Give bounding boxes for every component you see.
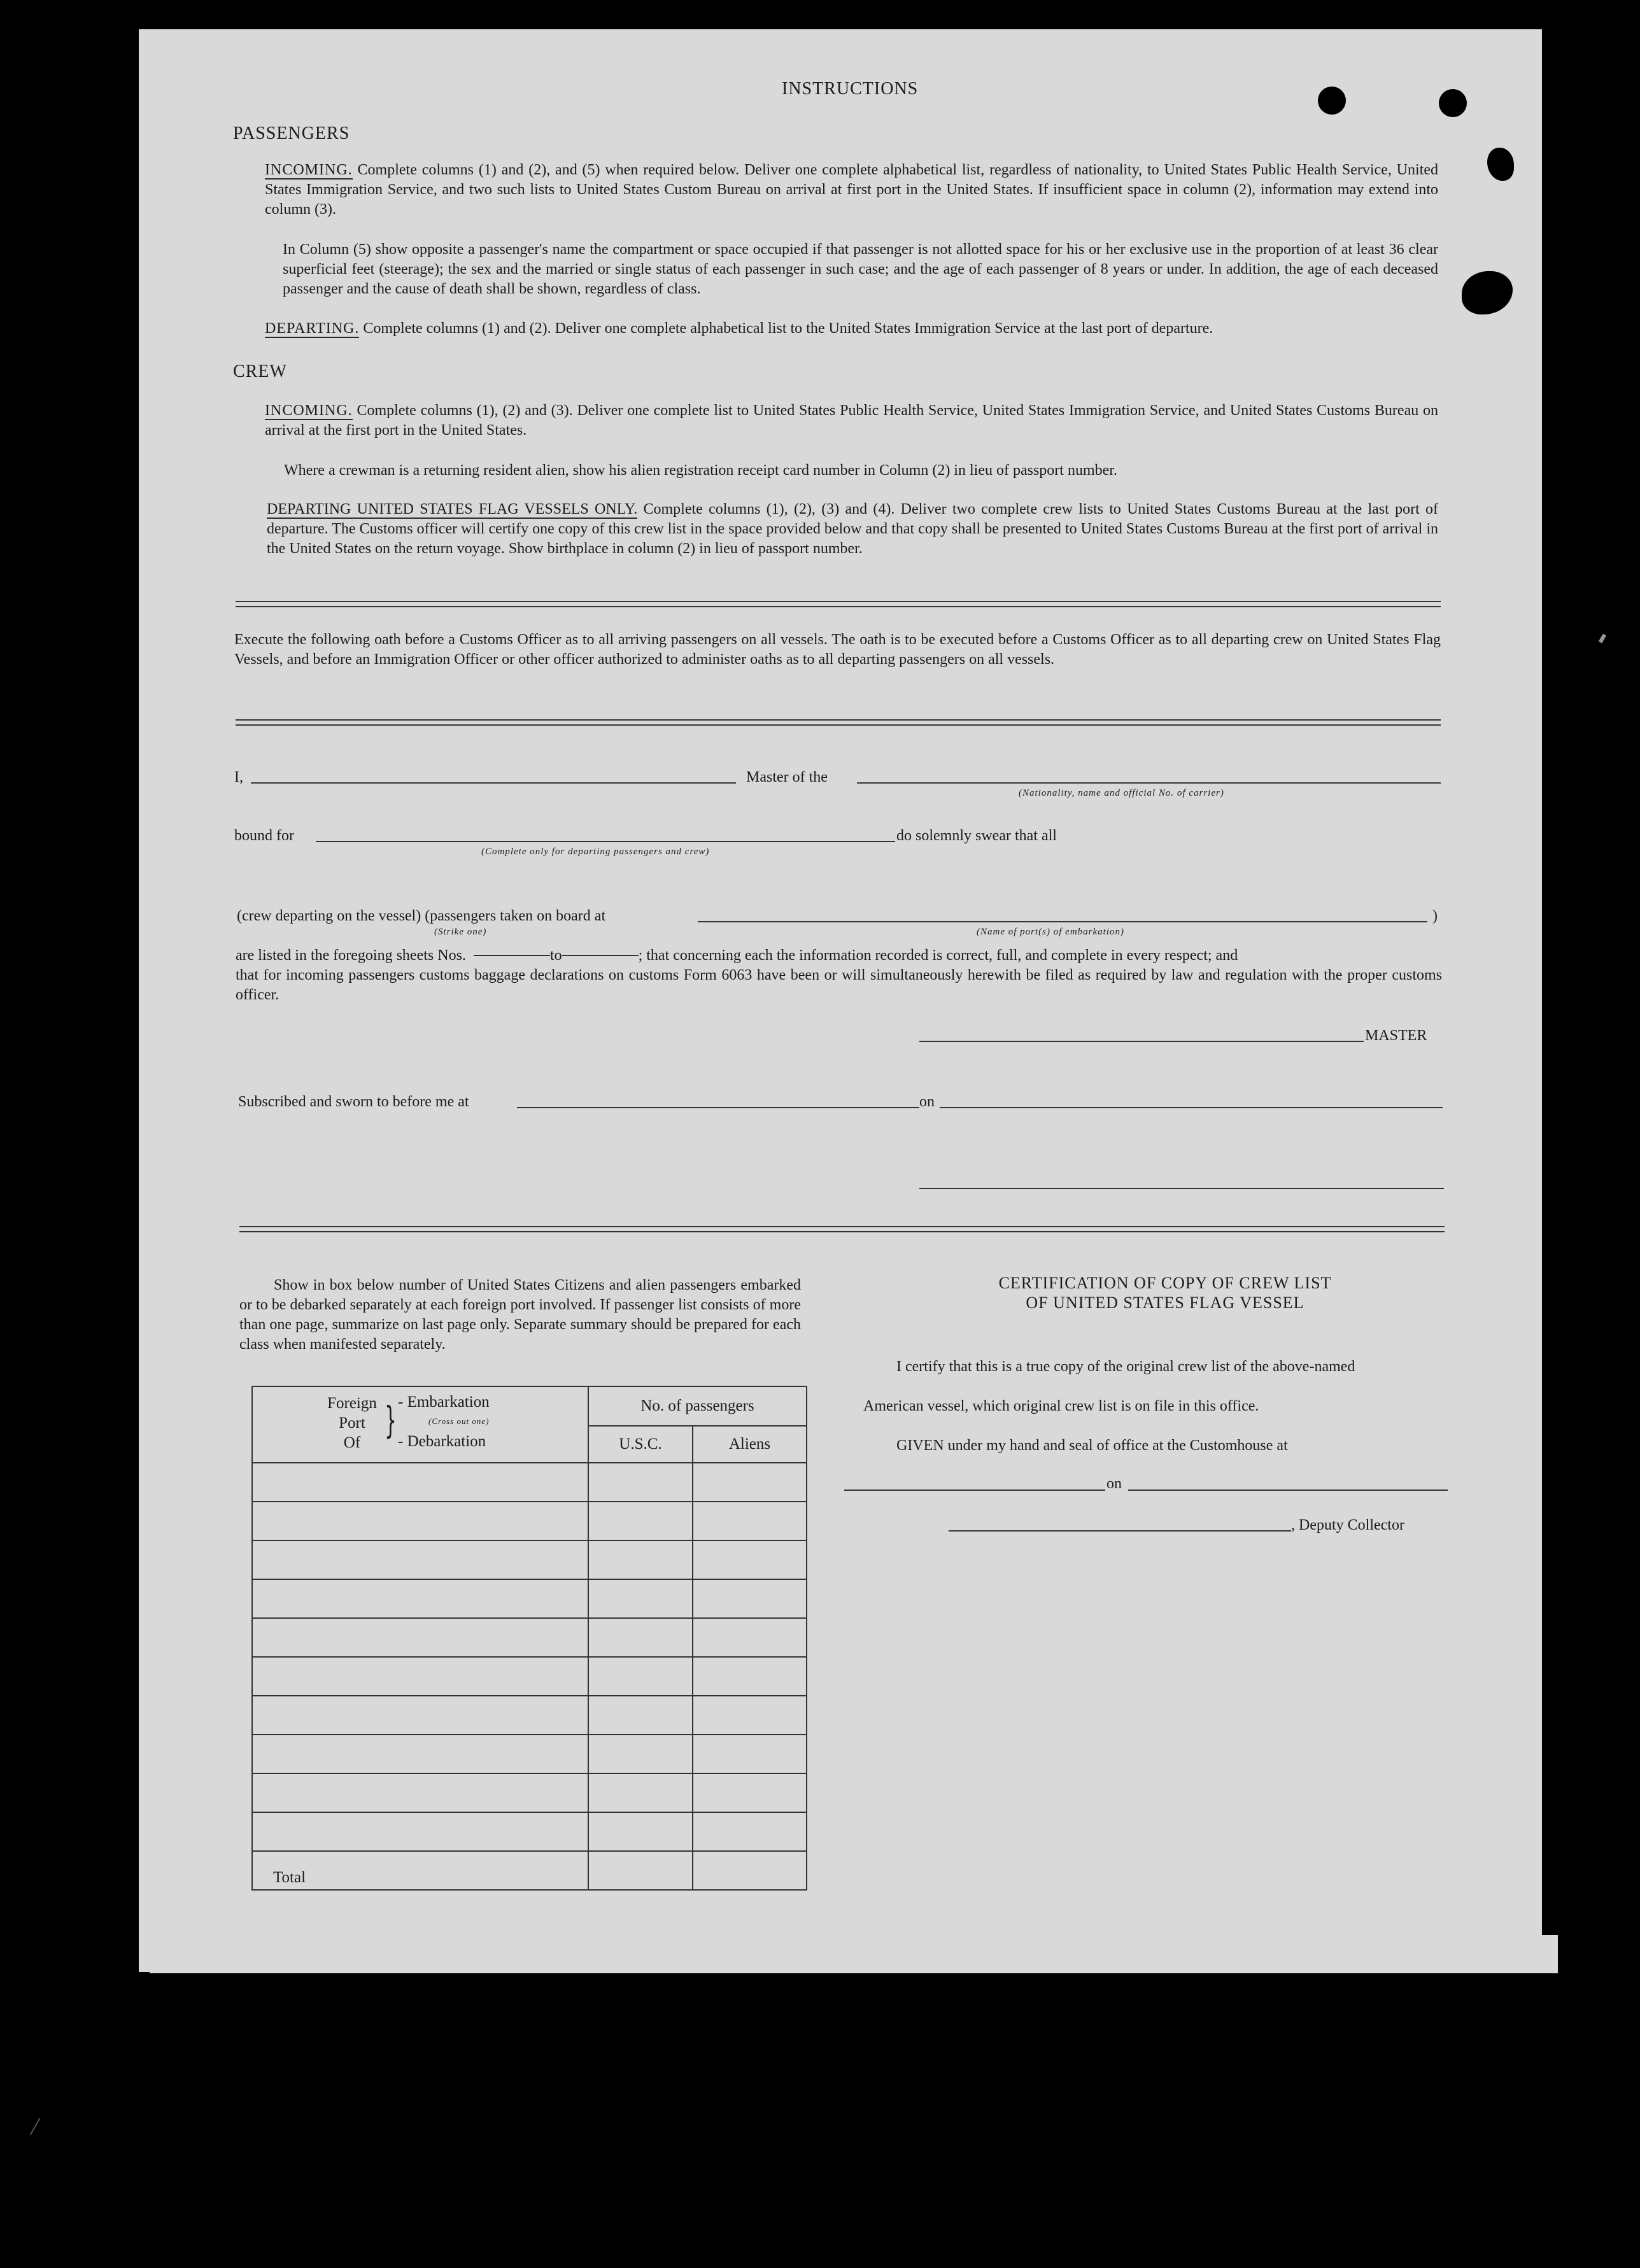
usc-cell[interactable] [588, 1657, 693, 1696]
carrier-field[interactable] [857, 782, 1441, 784]
crew-heading: CREW [233, 362, 287, 381]
crew-incoming-paragraph [265, 401, 1438, 440]
divider-2 [236, 719, 1441, 726]
oath-listed-2: ; that concerning each the information recorded is correct, full, and complete in every respect; and [638, 947, 1238, 964]
port-cell[interactable] [252, 1579, 588, 1618]
port-cell[interactable] [252, 1540, 588, 1579]
oath-close-paren: ) [1432, 908, 1438, 924]
passengers-departing-label: DEPARTING. [265, 320, 360, 337]
crew-incoming-label: INCOMING. [265, 402, 353, 419]
table-row [252, 1812, 807, 1851]
passenger-summary-table [251, 1386, 807, 1891]
crew-departing-label: DEPARTING UNITED STATES FLAG VESSELS ONLY. [267, 501, 638, 518]
table-row [252, 1696, 807, 1735]
table-row [252, 1540, 807, 1579]
certify-line-1: I certify that this is a true copy of the original crew list of the above-named [896, 1358, 1355, 1375]
punch-hole-2 [1439, 89, 1467, 117]
sheet-to-field[interactable] [562, 955, 639, 956]
usc-cell[interactable] [588, 1773, 693, 1812]
punch-hole-1 [1318, 87, 1346, 115]
certify-line-2: American vessel, which original crew list is on file in this office. [863, 1398, 1259, 1414]
embarkation-label: - Embarkation [398, 1393, 490, 1411]
table-row [252, 1502, 807, 1540]
certification-title-1: CERTIFICATION OF COPY OF CREW LIST [998, 1274, 1332, 1292]
summary-instructions: Show in box below number of United States Citizens and alien passengers embarked or to be debarked separately at each foreign port involved. If passenger list consists of more than one page, summarize on last page only. Separate summary should be prepared for each class when manifested separately. [239, 1277, 801, 1353]
usc-cell[interactable] [588, 1540, 693, 1579]
usc-cell[interactable] [588, 1735, 693, 1773]
aliens-cell[interactable] [693, 1696, 807, 1735]
cross-out-note: (Cross out one) [428, 1416, 490, 1426]
sworn-on-field[interactable] [940, 1107, 1443, 1108]
sheet-from-field[interactable] [474, 955, 550, 956]
crew-incoming-text: Complete columns (1), (2) and (3). Deliver one complete list to United States Public Health Service, United States Immigration Service, and United States Customs Bureau on arrival at the first port in the United States. [265, 402, 1439, 439]
table-row [252, 1579, 807, 1618]
crew-departing-paragraph [267, 500, 1438, 559]
total-label: Total [252, 1851, 588, 1890]
customhouse-field[interactable] [844, 1490, 1105, 1491]
debarkation-label: - Debarkation [398, 1433, 486, 1450]
usc-cell[interactable] [588, 1812, 693, 1851]
certification-title [847, 1273, 1483, 1313]
crew-departing-text: Complete columns (1), (2), (3) and (4). Deliver two complete crew lists to United States Customs Bureau at the last port of departure. The Customs officer will certify one copy of this crew list in the space provided below and that copy shall be presented to United States Customs Bureau at the first port of arrival in the United States on the return voyage. Show birthplace in column (2) in lieu of passport number. [267, 501, 1438, 557]
port-cell[interactable] [252, 1735, 588, 1773]
aliens-cell[interactable] [693, 1812, 807, 1851]
port-label: Port [339, 1414, 365, 1432]
aliens-cell[interactable] [693, 1773, 807, 1812]
oath-listed-3: that for incoming passengers customs baggage declarations on customs Form 6063 have been or will simultaneously herewith be filed as required by law and regulation with the proper customs officer. [236, 967, 1442, 1003]
oath-i-label: I, [234, 769, 243, 785]
master-signature-field[interactable] [919, 1041, 1364, 1042]
aliens-cell[interactable] [693, 1463, 807, 1502]
oath-bound-for: bound for [234, 828, 294, 844]
oath-intro: Execute the following oath before a Customs Officer as to all arriving passengers on all vessels. The oath is to be executed before a Customs Officer as to all departing crew on United States Flag Vessels, and before an Immigration Officer or other officer authorized to administer oaths as to all departing passengers on all vessels. [234, 631, 1441, 668]
aliens-header: Aliens [693, 1426, 807, 1463]
deputy-signature-field[interactable] [949, 1530, 1291, 1532]
crew-resident-paragraph: Where a crewman is a returning resident alien, show his alien registration receipt card number in Column (2) in lieu of passport number. [284, 462, 1117, 479]
passengers-departing-text: Complete columns (1) and (2). Deliver one complete alphabetical list to the United States Immigration Service at the last port of departure. [363, 320, 1213, 337]
total-row [252, 1851, 807, 1890]
complete-only-note: (Complete only for departing passengers and crew) [481, 847, 710, 857]
port-cell[interactable] [252, 1812, 588, 1851]
given-line: GIVEN under my hand and seal of office at the Customhouse at [896, 1437, 1288, 1454]
oath-master-of-the: Master of the [746, 769, 828, 785]
deputy-collector-label: , Deputy Collector [1291, 1517, 1404, 1533]
aliens-cell[interactable] [693, 1579, 807, 1618]
master-label: MASTER [1365, 1027, 1427, 1044]
aliens-cell[interactable] [693, 1540, 807, 1579]
strike-one-note: (Strike one) [434, 927, 487, 937]
divider-3 [239, 1226, 1445, 1232]
master-name-field[interactable] [251, 782, 736, 784]
edge-scratch [1599, 633, 1606, 643]
certify-on-label: on [1106, 1476, 1122, 1492]
oath-to: to [549, 947, 562, 964]
usc-cell[interactable] [588, 1696, 693, 1735]
passengers-heading: PASSENGERS [233, 123, 350, 143]
bound-for-field[interactable] [316, 841, 895, 842]
usc-cell[interactable] [588, 1463, 693, 1502]
usc-header: U.S.C. [588, 1426, 693, 1463]
port-note: (Name of port(s) of embarkation) [977, 927, 1124, 937]
port-cell[interactable] [252, 1696, 588, 1735]
aliens-cell[interactable] [693, 1657, 807, 1696]
passengers-incoming-paragraph [265, 160, 1438, 220]
passengers-column5-paragraph: In Column (5) show opposite a passenger's name the compartment or space occupied if that passenger is not allotted space for his or her exclusive use in the proportion of at least 36 clear superficial feet (steerage); the sex and the married or single status of each passenger in such case; and the age of each passenger of 8 years or under. In addition, the age of each deceased passenger and the cause of death shall be shown, regardless of class. [283, 241, 1438, 297]
port-cell[interactable] [252, 1773, 588, 1812]
table-row [252, 1773, 807, 1812]
port-embarkation-field[interactable] [698, 921, 1427, 922]
oath-do-swear: do solemnly swear that all [896, 828, 1057, 844]
aliens-cell[interactable] [693, 1735, 807, 1773]
of-label: Of [343, 1434, 361, 1451]
divider-1 [236, 601, 1441, 607]
foreign-port-header [252, 1386, 588, 1463]
usc-cell[interactable] [588, 1618, 693, 1657]
passengers-incoming-text: Complete columns (1) and (2), and (5) when required below. Deliver one complete alphabetical list, regardless of nationality, to United States Public Health Service, United States Immigration Service, and two such lists to United States Custom Bureau on arrival at first port in the United States. If insufficient space in column (2), information may extend into column (3). [265, 162, 1439, 218]
no-of-passengers-header: No. of passengers [588, 1386, 807, 1426]
brace-icon: } [385, 1398, 397, 1442]
usc-cell[interactable] [588, 1579, 693, 1618]
foreign-label: Foreign [327, 1395, 377, 1412]
certify-date-field[interactable] [1128, 1490, 1448, 1491]
nationality-note: (Nationality, name and official No. of carrier) [1019, 788, 1224, 798]
sworn-at-field[interactable] [517, 1107, 919, 1108]
edge-scratch-2 [30, 2118, 41, 2136]
port-cell[interactable] [252, 1502, 588, 1540]
total-usc-cell[interactable] [588, 1851, 693, 1890]
port-cell[interactable] [252, 1618, 588, 1657]
certification-title-2: OF UNITED STATES FLAG VESSEL [1026, 1293, 1304, 1312]
table-row [252, 1463, 807, 1502]
aliens-cell[interactable] [693, 1502, 807, 1540]
table-row [252, 1657, 807, 1696]
table-row [252, 1735, 807, 1773]
sworn-on-label: on [919, 1094, 935, 1110]
usc-cell[interactable] [588, 1502, 693, 1540]
total-aliens-cell[interactable] [693, 1851, 807, 1890]
page-bottom-edge [150, 1935, 1558, 1973]
passengers-departing-paragraph [265, 319, 1438, 339]
instructions-title: INSTRUCTIONS [782, 79, 919, 99]
officer-signature-field[interactable] [919, 1188, 1444, 1189]
table-row [252, 1618, 807, 1657]
subscribed-label: Subscribed and sworn to before me at [238, 1094, 469, 1110]
passengers-incoming-label: INCOMING. [265, 162, 353, 178]
port-cell[interactable] [252, 1463, 588, 1502]
port-cell[interactable] [252, 1657, 588, 1696]
oath-listed-1: are listed in the foregoing sheets Nos. [236, 947, 466, 964]
aliens-cell[interactable] [693, 1618, 807, 1657]
oath-crew-departing: (crew departing on the vessel) (passengers taken on board at [237, 908, 606, 924]
oath-listed-line-1 [236, 946, 1442, 966]
